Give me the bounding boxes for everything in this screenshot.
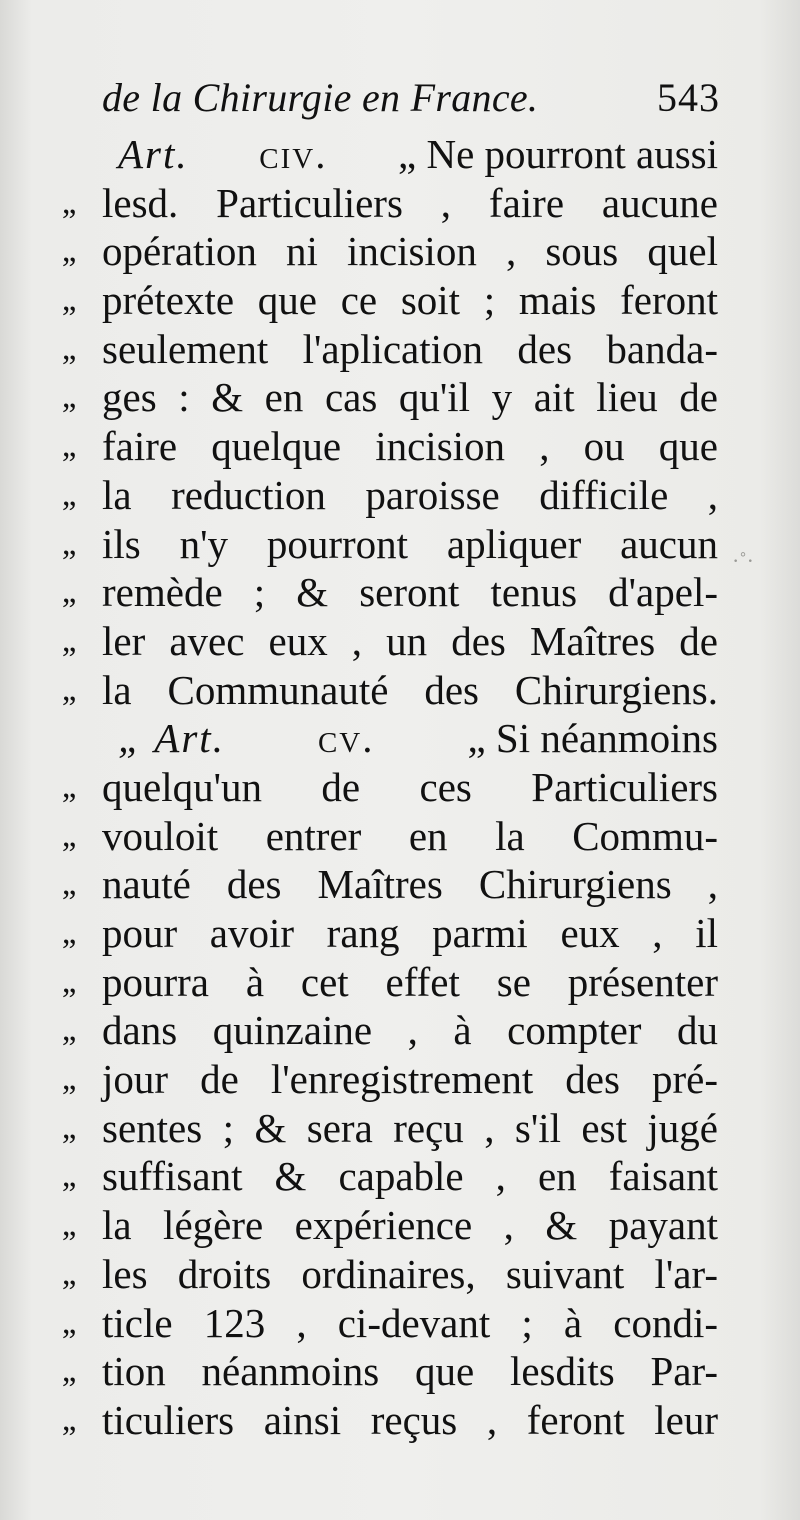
line-text: suffisant & capable , en faisant <box>102 1153 718 1200</box>
quote-mark: ,, <box>62 1352 75 1390</box>
text-line <box>62 1152 718 1201</box>
text-line <box>62 1299 718 1348</box>
text-line <box>62 1396 718 1445</box>
text-line <box>62 812 718 861</box>
line-text: opération ni incision , sous quel <box>102 228 718 275</box>
text-line <box>62 422 718 471</box>
text-line <box>62 1055 718 1104</box>
text-line <box>62 471 718 520</box>
quote-mark: ,, <box>62 962 75 1000</box>
line-text: vouloit entrer en la Commu- <box>102 812 718 859</box>
line-text: pourra à cet effet se présenter <box>102 958 718 1005</box>
quote-mark: ,, <box>62 1400 75 1438</box>
paper-blemish: ·˚· <box>732 548 754 573</box>
line-text: ticle 123 , ci-devant ; à condi- <box>102 1299 718 1346</box>
quote-mark: ,, <box>62 816 75 854</box>
text-line <box>62 1006 718 1055</box>
page-number: 543 <box>657 75 720 120</box>
quote-mark: ,, <box>62 183 75 221</box>
quote-mark: ,, <box>62 670 75 708</box>
quote-mark: ,, <box>62 1206 75 1244</box>
article-heading <box>118 714 718 763</box>
text-line <box>62 325 718 374</box>
quote-mark: ,, <box>62 427 75 465</box>
quote-mark: ,, <box>62 329 75 367</box>
text-line <box>62 666 718 715</box>
quote-mark: ,, <box>62 524 75 562</box>
line-text: les droits ordinaires, suivant l'ar- <box>102 1250 718 1297</box>
text-line <box>62 520 718 569</box>
line-text: tion néanmoins que lesdits Par- <box>102 1348 718 1395</box>
quote-mark: ,, <box>62 232 75 270</box>
line-text: dans quinzaine , à compter du <box>102 1007 718 1054</box>
line-text: ges : & en cas qu'il y ait lieu de <box>102 374 718 421</box>
text-line <box>62 714 718 763</box>
text-line <box>62 763 718 812</box>
quote-mark: ,, <box>62 1108 75 1146</box>
line-text: faire quelque incision , ou que <box>102 423 718 470</box>
quote-mark: ,, <box>62 378 75 416</box>
article-label: „ Art. <box>118 715 225 762</box>
page-header <box>102 74 722 130</box>
line-text: nauté des Maîtres Chirurgiens , <box>102 861 718 908</box>
quote-mark: ,, <box>62 865 75 903</box>
line-text: sentes ; & sera reçu , s'il est jugé <box>102 1104 718 1151</box>
line-text: pour avoir rang parmi eux , il <box>102 910 718 956</box>
text-line <box>62 617 718 666</box>
quote-mark: ,, <box>62 573 75 611</box>
quote-mark: ,, <box>62 767 75 805</box>
line-text: quelqu'un de ces Particuliers <box>102 763 718 810</box>
text-line <box>62 1347 718 1396</box>
text-line <box>62 1104 718 1153</box>
line-text: la légère expérience , & payant <box>102 1202 718 1249</box>
quote-mark: ,, <box>62 1060 75 1098</box>
quote-mark: ,, <box>62 475 75 513</box>
quote-mark: ,, <box>62 1157 75 1195</box>
text-line <box>62 958 718 1007</box>
text-line <box>62 909 718 958</box>
article-number: civ. <box>259 131 328 177</box>
body-text <box>62 130 718 1445</box>
line-text: la reduction paroisse difficile , <box>102 471 718 518</box>
text-line <box>62 276 718 325</box>
article-heading <box>118 130 718 179</box>
text-line <box>62 373 718 422</box>
line-text: remède ; & seront tenus d'apel- <box>102 569 718 616</box>
quote-mark: ,, <box>62 281 75 319</box>
quote-mark: ,, <box>62 1011 75 1049</box>
article-text: „ Si néanmoins <box>467 715 718 762</box>
text-line <box>62 227 718 276</box>
line-text: prétexte que ce soit ; mais feront <box>102 277 718 324</box>
article-text: „ Ne pourront aussi <box>398 131 718 177</box>
line-text: ils n'y pourront apliquer aucun <box>102 520 718 567</box>
line-text: ticuliers ainsi reçus , feront leur <box>102 1396 718 1443</box>
text-line <box>62 568 718 617</box>
line-text: ler avec eux , un des Maîtres de <box>102 617 718 664</box>
quote-mark: ,, <box>62 1254 75 1292</box>
quote-mark: ,, <box>62 1303 75 1341</box>
line-text: lesd. Particuliers , faire aucune <box>102 179 718 226</box>
text-line <box>62 860 718 909</box>
line-text: la Communauté des Chirurgiens. <box>102 666 718 713</box>
quote-mark: ,, <box>62 914 75 951</box>
line-text: seulement l'aplication des banda- <box>102 325 718 372</box>
text-line <box>62 1201 718 1250</box>
quote-mark: ,, <box>62 621 75 659</box>
text-line <box>62 1250 718 1299</box>
article-label: Art. <box>118 131 189 177</box>
article-number: cv. <box>317 715 375 762</box>
text-line <box>62 130 718 179</box>
running-title: de la Chirurgie en France. <box>102 75 539 120</box>
text-line <box>62 179 718 228</box>
line-text: jour de l'enregistrement des pré- <box>102 1056 718 1103</box>
